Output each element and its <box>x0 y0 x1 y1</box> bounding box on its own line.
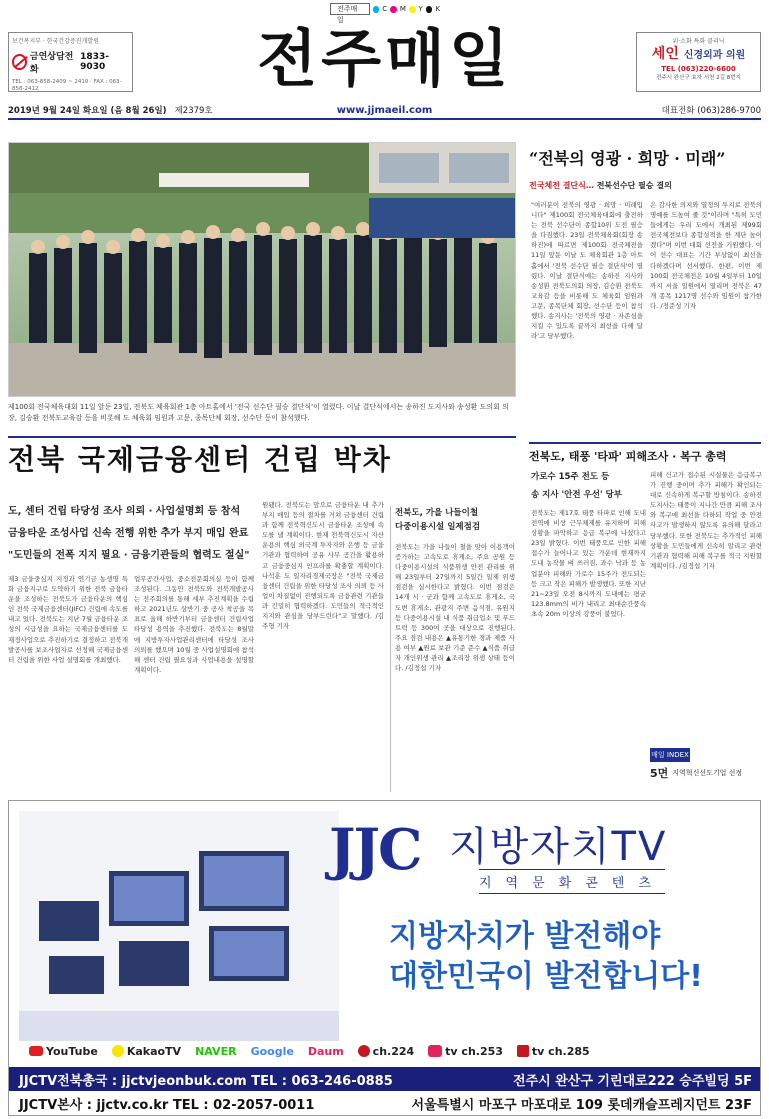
issue-number: 제2379호 <box>174 106 213 116</box>
youtube-icon <box>29 1046 43 1056</box>
index-badge: 매일 INDEX <box>650 748 690 762</box>
channel-224[interactable] <box>358 1045 415 1058</box>
right-headline: 전북도, 태풍 '타파' 피해조사 · 복구 총력 <box>529 442 761 462</box>
ad-right-clinic-sub: 신경외과 의원 <box>683 50 746 61</box>
quote-body-col2: 은 감사한 의지와 열정의 투지로 전북의 명예를 드높여 줄 것"이라며 "특히 도민들에게는 우리 도에서 개최된 제99회 전국체전보다 종합성적을 한 계단 높이겠다"며 이번 대회 선전을 기원했다. 이어 선수 대표는 기간 부상없이 최선을 다하겠다며 선서했다. 한편, 이번 제100회 전국체전은 10월 4일부터 10일까지 서울 일원에서 열리며 전북은 47개 종목 1217명 선수와 임원이 참가한다. /정준성 기자 <box>650 201 762 310</box>
main-sub2: 금융타운 조성사업 신속 전행 위한 추가 부지 매입 완료 <box>8 528 249 539</box>
yellow-dot <box>409 6 416 13</box>
channel-label: YouTube <box>46 1044 98 1058</box>
uplus-icon <box>428 1045 442 1057</box>
channel-label: KakaoTV <box>126 1044 182 1058</box>
main-body-col1: 제3 금융중심지 지정과 연기금 농생명 특화 금융지구로 도약하기 위한 전북 금융타운을 조성하는 전북도가 금융타운의 핵심인 전북 국제금융센터(JIFC) 건립에 속도를 내고 있다. 전북도는 지난 7월 금융타운 조성의 시급성을 요하는 국제금융센터를 도 재정사업으로 추진하기로 결정하고 전북개발공사를 보조사업자로 선정해 국제금융센터 건립을 위한 사업 설명회를 개최했다. <box>8 575 128 664</box>
channel-daum[interactable] <box>308 1045 344 1058</box>
right-sub2: 송 지사 '안전 우선' 당부 <box>531 490 622 500</box>
main-phone: 대표전화 (063)286-9700 <box>661 106 761 116</box>
main-sub3: "도민들의 전폭 지지 필요 · 금융기관들의 협력도 절실" <box>8 550 250 561</box>
y-label: Y <box>418 5 423 13</box>
ad-left-phone: 1833-9030 <box>80 52 109 72</box>
cyan-dot <box>373 6 380 13</box>
ad-channels <box>29 1039 742 1063</box>
channel-label: Google <box>250 1044 294 1058</box>
ceremony-photo <box>8 142 516 397</box>
ad-left-fine: TEL : 063-858-2409 ~ 2410 · FAX : 063-858-2412 <box>12 79 122 92</box>
channel-youtube[interactable] <box>29 1045 98 1058</box>
k-label: K <box>435 5 441 13</box>
ad-info1-left: JJCTV전북총국 : jjctvjeonbuk.com TEL : 063-246-0885 <box>19 1073 393 1089</box>
index-text: 지역혁신선도기업 선정 <box>672 769 743 777</box>
channel-label: tv ch.253 <box>445 1044 503 1058</box>
quote-sub-red: 전국체전 결단식… <box>529 181 594 190</box>
right-sub1: 가로수 15주 전도 등 <box>531 472 610 482</box>
magenta-dot <box>390 6 397 13</box>
m-label: M <box>399 5 406 13</box>
main-headline: 전북 국제금융센터 건립 박차 <box>8 436 516 480</box>
mid-body: 전북도는 가을 나들이 철을 맞아 이용객이 증가하는 고속도로 휴게소, 주요 공원 등 다중이용시설의 식품위생 안전 관리를 위해 23일부터 27일까지 5일간 일제 위생 점검을 실시한다고 밝혔다. 이번 점검은 14개 시 · 군과 함께 고속도로 휴게소, 국도변 휴게소, 관광지 주변 음식점, 유원지 등 다중이용시설 내 식품 취급업소 및 푸드트럭 등 300여 곳을 대상으로 진행된다. 주요 점검 내용은 ▲유통기한 경과 제품 사용 여부 ▲원료 보관 기준 준수 ▲식품 취급자 개인위생 관리 ▲조리장 위생 상태 등이다. /김정섭 기자 <box>395 543 515 673</box>
masthead-logo: 전주매일 <box>257 22 513 95</box>
ad-right-addr: 전주시 완산구 효자 서천 2길 8번지 <box>656 75 741 81</box>
ad-info-row2 <box>9 1091 761 1115</box>
quote-body-col1: "여러분이 전북의 영광 · 희망 · 미래입니다" 제100회 전국체육대회에 출전하는 전북 선수단이 종합10위 도전 필승을 다짐했다. 23일 전북체육회(회장 송하진)에 따르면 제100회 전국체전을 11일 앞둔 이날 도 체육회관 1층 아트홀에서 '전북 선수단 필승 결단식'이 열렸다. 이날 결단식에는 송하진 지사와 송성환 전북도의회 의장, 김승환 전북도교육감 등을 비롯해 도 체육회 임원과 고문, 종목단체 회장, 선수단 등이 참석했다. 송지사는 '전북의 영광 · 자존심을 지킬 수 있도록 끝까지 최선을 다해 달라'고 당부했다. <box>531 201 643 341</box>
ad-info2-right: 서울특별시 마포구 마포대로 109 롯데캐슬프레지던트 23F <box>411 1097 752 1113</box>
kakao-icon <box>112 1045 124 1057</box>
edition-label: 전주매일 <box>330 3 370 15</box>
channel-285[interactable] <box>517 1045 590 1058</box>
ad-brand: 지방자치TV <box>449 824 668 870</box>
channel-253[interactable] <box>428 1045 503 1058</box>
ceremony-photo-illustration <box>9 143 516 397</box>
ad-tagline: 지역문화콘텐츠 <box>479 869 665 894</box>
ad-slogan2: 대한민국이 발전합니다! <box>389 959 703 994</box>
c-label: C <box>382 5 388 13</box>
ad-slogan1: 지방자치가 발전해야 <box>389 919 661 954</box>
mid-title2: 다중이용시설 일제점검 <box>395 522 481 532</box>
ad-right-top: 위·소화 특화 클리닉 <box>672 38 725 45</box>
ad-info2-left: JJCTV본사 : jjctv.co.kr TEL : 02-2057-0011 <box>19 1097 315 1113</box>
no-smoking-icon <box>12 54 27 70</box>
ad-left-title: 금연상담전화 <box>29 52 74 75</box>
ad-info1-right: 전주시 완산구 기린대로222 승주빌딩 5F <box>513 1073 752 1089</box>
jjctv-ad[interactable] <box>8 800 761 1116</box>
ad-screens-illustration <box>19 811 339 1041</box>
mid-article <box>390 506 515 792</box>
header-ad-right[interactable] <box>636 32 761 92</box>
channel-kakao[interactable] <box>112 1045 181 1058</box>
right-body-col2: 피해 신고가 접수된 시설물은 응급복구가 진행 중이며 추가 피해가 확인되는 대로 신속하게 복구할 방침이다. 송하진 도지사는 태풍이 지나간 만큼 피해 조사와 복구에 최선을 다하되 작업 중 안전사고가 발생하지 않도록 유의해 달라고 당부했다. 또한 전북도는 추가적인 피해 상황을 도민들에게 신속히 알리고 관련 기관과 협력해 피해 복구를 적극 지원할 계획이다. /김정섭 기자 <box>650 471 762 570</box>
edition-mark <box>330 2 441 24</box>
channel-naver[interactable] <box>195 1045 236 1058</box>
quote-headline: “전북의 영광 · 희망 · 미래” <box>529 149 726 168</box>
mid-title1: 전북도, 가을 나들이철 <box>395 508 479 518</box>
channel-label: NAVER <box>195 1044 237 1058</box>
main-body-col3: 원됐다. 전북도는 앞으로 금융타운 내 추가 부지 매입 등의 절차를 거쳐 금융센터 건립과 함께 전북혁신도시 금융타운 조성에 속도를 낼 계획이다. 현재 전북혁신도시 자산운용의 핵심 외국계 투자자와 은행 등 금융기관과 협력하여 공유 사무 공간을 활용하고 금융중심지 인프라를 확충할 계획이다. 나석훈 도 일자리경제국장은 "전북 국제금융센터 건립을 위한 타당성 조사 의뢰 등 사업이 차질없이 진행되도록 금융관련 기관들과 긴밀히 협력하겠다. 도민들의 적극적인 지지와 관심을 당부드린다"고 말했다. /김주형 기자 <box>262 501 384 631</box>
btv-icon <box>517 1045 529 1057</box>
quote-subheadline <box>529 180 761 194</box>
channel-google[interactable] <box>251 1045 294 1058</box>
photo-caption: 제100회 전국체육대회 11일 앞둔 23일, 전북도 체육회관 1층 아트홀에서 '전국 선수단 필승 결단식'이 열렸다. 이날 결단식에서는 송하진 도지사와 송성환 도의회 의장, 김승환 전북도교육감 등을 비롯해 도 체육회 임원과 고문, 종목단체 회장, 선수단 등이 참석했다. <box>8 403 509 422</box>
main-sub1: 도, 센터 건립 타당성 조사 의뢰 · 사업설명회 등 참석 <box>8 506 241 517</box>
channel-label: tv ch.285 <box>531 1044 590 1058</box>
quote-sub-black: 전북선수단 필승 결의 <box>596 181 672 190</box>
header-ad-left[interactable] <box>8 32 133 92</box>
cable-icon <box>358 1045 370 1057</box>
ad-info-row1 <box>9 1067 761 1091</box>
ad-left-org: 보건복지부 · 한국건강증진개발원 <box>12 38 99 45</box>
ad-right-clinic: 세인 <box>651 46 679 62</box>
ad-right-tel: TEL (063)220-6600 <box>661 65 736 73</box>
site-url[interactable]: www.jjmaeil.com <box>336 104 433 116</box>
index-page: 5면 <box>650 767 669 780</box>
issue-date: 2019년 9월 24일 화요일 (음 8월 26일) <box>8 106 167 116</box>
channel-label: ch.224 <box>372 1044 415 1058</box>
ad-logo: JJC <box>329 817 421 883</box>
right-body-col1: 전북도는 제17호 태풍 타파로 인해 도내 전역에 비상 근무체제를 유지하며 피해 상황을 파악하고 응급 복구에 나섰다고 23일 밝혔다. 이번 태풍으로 인한 피해 접수가 늘어나고 있는 가운데 현재까지 도내 농작물 벼 쓰러짐, 과수 낙과 등 농업분야 피해와 가로수 15주가 전도되는 등 크고 작은 피해가 발생했다. 또한 지난 21~23일 오전 8시까지 도내에는 평균 123.8mm의 비가 내리고 최대순간풍속 초속 20m 이상의 강풍이 불었다. <box>531 509 646 618</box>
channel-label: Daum <box>307 1044 344 1058</box>
index-line[interactable] <box>650 766 762 780</box>
main-body-col2: 업무공간사업, 중소전문회의실 등이 함께 조성된다. 그동안 전북도와 전북개발공사는 전주회의를 통해 세부 추진계획을 수립하고 2021년도 상반기 중 공사 착공을 목표로 올해 하반기부터 금융센터 건립사업 타당성 용역을 추진했다. 전북도는 8월말에 지방투자사업관리센터에 타당성 조사 의뢰를 했으며 10월 중 사업설명회에 참석해 센터 건립 필요성과 사업내용을 설명할 계획이다. <box>134 575 254 674</box>
black-dot <box>426 6 433 13</box>
date-bar <box>8 104 761 120</box>
